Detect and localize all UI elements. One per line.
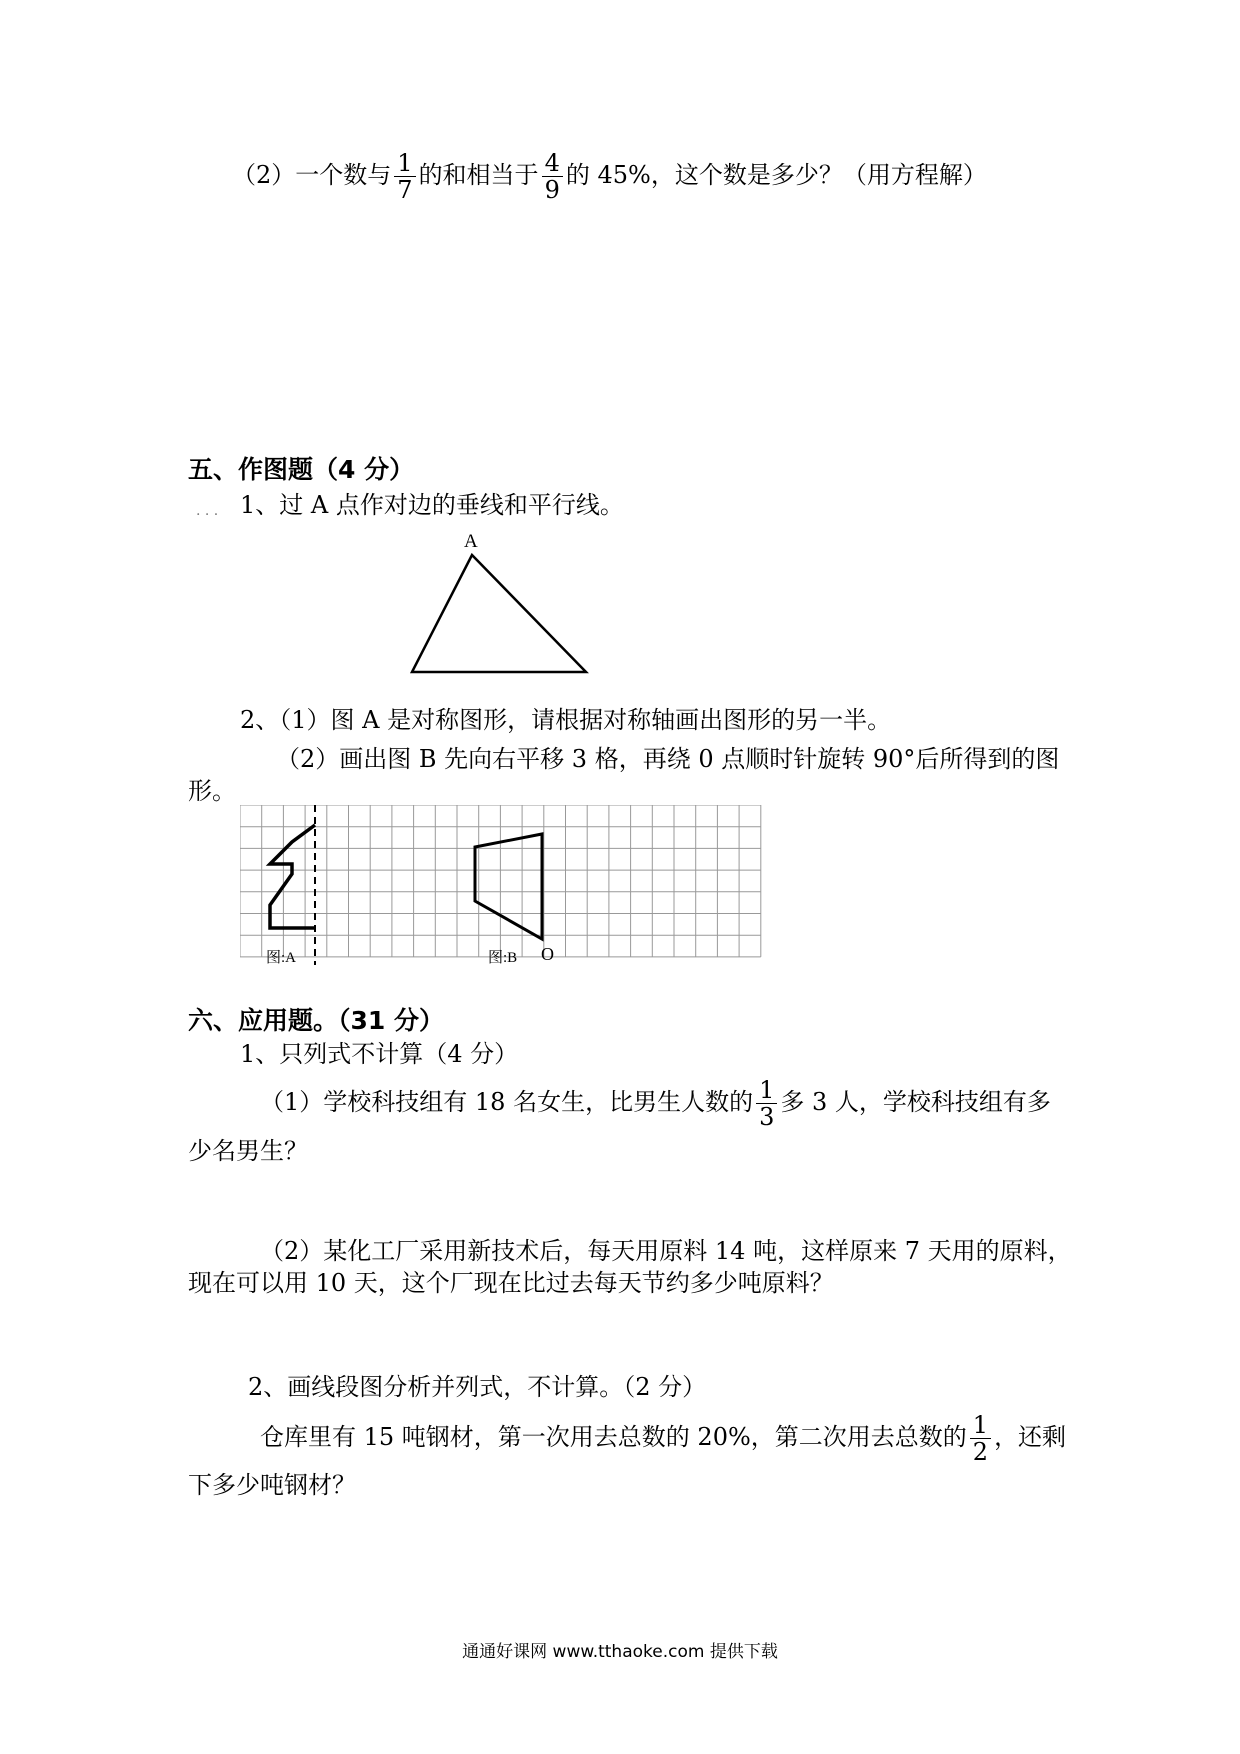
section-5-q2-line3: 形。	[188, 777, 236, 805]
page-footer: 通通好课网 www.tthaoke.com 提供下载	[462, 1642, 778, 1662]
fraction-1-3: $\frac{1}{3}$	[756, 1077, 777, 1130]
figure-a-shape	[270, 825, 315, 928]
triangle	[412, 555, 586, 672]
section-5-q2-line1: 2、（1）图 A 是对称图形，请根据对称轴画出图形的另一半。	[240, 706, 892, 734]
margin-dots: . . .	[196, 503, 219, 519]
section-6-q1-1-line2: 少名男生？	[188, 1137, 308, 1165]
section-6-q1-2-line1: （2）某化工厂采用新技术后，每天用原料 14 吨，这样原来 7 天用的原料，	[260, 1237, 1072, 1265]
figure-b-shape	[475, 834, 542, 939]
section-6-q1-1: （1）学校科技组有 18 名女生，比男生人数的 $\frac{1}{3}$ 多 3 人，学校科技组有多	[260, 1076, 1051, 1131]
section-6-q1-title: 1、只列式不计算（4 分）	[240, 1040, 519, 1068]
grid-lines	[240, 805, 761, 957]
fraction-1-7: $\frac{1}{7}$	[394, 150, 415, 203]
point-o-label: O	[541, 944, 554, 964]
section-5-q2-line2: （2）画出图 B 先向右平移 3 格，再绕 0 点顺时针旋转 90°后所得到的图	[276, 745, 1060, 773]
section-6-q1-2-line2: 现在可以用 10 天，这个厂现在比过去每天节约多少吨原料？	[188, 1269, 834, 1297]
triangle-figure	[400, 550, 600, 680]
figure-b-label: 图:B	[488, 950, 518, 966]
fraction-1-2: $\frac{1}{2}$	[970, 1412, 991, 1465]
section-6-q2: 仓库里有 15 吨钢材，第一次用去总数的 20%，第二次用去总数的 $\frac{1}{2}$ ，还剩	[260, 1411, 1067, 1466]
section-6-heading: 六、应用题。（31 分）	[188, 1006, 444, 1035]
section-5-heading: 五、作图题（4 分）	[188, 455, 415, 484]
section-6-q2-line2: 下多少吨钢材？	[188, 1471, 356, 1499]
grid-figure	[240, 805, 780, 965]
figure-a-label: 图:A	[266, 950, 297, 966]
triangle-vertex-label: A	[464, 531, 478, 552]
section-5-q1: 1、过 A 点作对边的垂线和平行线。	[240, 491, 624, 519]
fraction-4-9: $\frac{4}{9}$	[542, 150, 563, 203]
problem-4-2: （2）一个数与 $\frac{1}{7}$ 的和相当于 $\frac{4}{9}$ 的 45%，这个数是多少？（用方程解）	[232, 149, 987, 204]
section-6-q2-title: 2、画线段图分析并列式，不计算。（2 分）	[248, 1373, 707, 1401]
